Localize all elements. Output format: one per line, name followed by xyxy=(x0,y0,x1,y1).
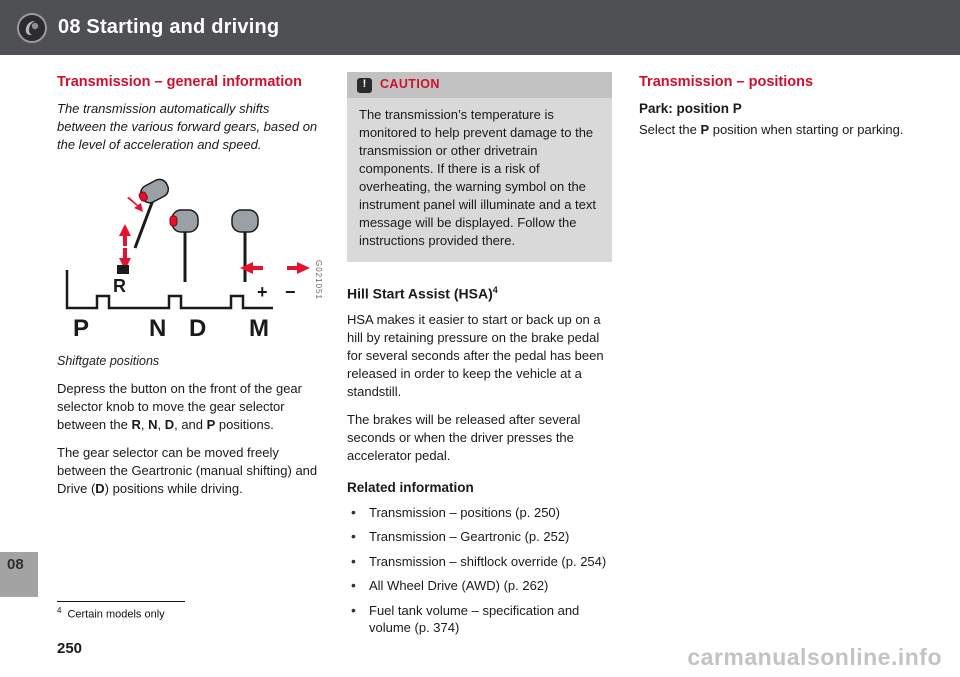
watermark: carmanualsonline.info xyxy=(687,644,942,670)
horizontal-arrows-icon xyxy=(240,262,310,274)
hsa-heading xyxy=(347,284,612,304)
gearshift-illustration xyxy=(57,170,312,342)
paragraph-geartronic: The gear selector can be moved freely between the Geartronic (manual shifting) and Drive (D) positions while driving. xyxy=(57,444,318,496)
gear-lever-top xyxy=(127,176,171,247)
gear-plus: + xyxy=(257,281,268,302)
figure-code: G021051 xyxy=(314,259,323,300)
section-heading-positions: Transmission – positions xyxy=(639,74,814,90)
caution-label: CAUTION xyxy=(380,77,440,92)
left-column xyxy=(57,72,323,644)
section-heading-general-info: Transmission – general information xyxy=(57,74,302,90)
list-item: • Transmission – positions (p. 250) xyxy=(347,504,612,522)
list-item: • Transmission – shiftlock override (p. 254) xyxy=(347,553,612,571)
footnote-text: Certain models only xyxy=(67,608,165,621)
gear-letter-m: M xyxy=(249,314,269,342)
gear-lever-center xyxy=(170,210,198,282)
gear-letter-p: P xyxy=(73,314,90,342)
gear-minus: − xyxy=(285,281,296,302)
vertical-arrow-icon xyxy=(119,224,131,270)
chapter-tab: 08 xyxy=(0,552,38,597)
caution-text: The transmission’s temperature is monitored to help prevent damage to the transmission or other drivetrain components. If there is a risk of overheating, the warning symbol on the instrument panel will illuminate and a text message will be displayed. Follow the instructions provided there. xyxy=(359,107,597,248)
gear-letter-d: D xyxy=(189,314,207,342)
list-item: • Transmission – Geartronic (p. 252) xyxy=(347,528,612,546)
page-number: 250 xyxy=(57,640,83,657)
caution-box xyxy=(347,72,612,262)
hsa-footnote-ref: 4 xyxy=(492,284,498,295)
related-information-heading: Related information xyxy=(347,479,474,495)
gate-notch xyxy=(117,265,129,274)
chapter-title: 08 Starting and driving xyxy=(58,16,280,38)
caution-header xyxy=(347,72,612,98)
park-position-subheading: Park: position P xyxy=(639,101,742,116)
park-position-text: Select the P position when starting or parking. xyxy=(639,121,904,137)
gear-letter-n: N xyxy=(149,314,167,342)
list-item: • All Wheel Drive (AWD) (p. 262) xyxy=(347,577,612,595)
footnote xyxy=(57,606,165,621)
hsa-paragraph-1: HSA makes it easier to start or back up on a hill by retaining pressure on the brake pedal for several seconds after the pedal has been released in order to keep the vehicle at a standstill. xyxy=(347,312,604,400)
related-information-list xyxy=(347,504,612,637)
gearshift-figure xyxy=(57,170,323,347)
intro-paragraph: The transmission automatically shifts between the various forward gears, based on the level of acceleration and speed. xyxy=(57,101,318,152)
volvo-logo-icon xyxy=(16,12,48,44)
hsa-heading-text: Hill Start Assist (HSA) xyxy=(347,285,493,302)
gear-letter-r: R xyxy=(113,275,126,296)
right-column xyxy=(639,72,904,644)
warning-icon: ! xyxy=(357,78,372,93)
page-content xyxy=(57,72,905,644)
header-bar xyxy=(0,0,960,55)
middle-column xyxy=(347,72,612,644)
footnote-marker: 4 xyxy=(57,606,62,615)
list-item: • Fuel tank volume – specification and volume (p. 374) xyxy=(347,602,612,637)
hsa-paragraph-2: The brakes will be released after several seconds or when the driver presses the accelerator pedal. xyxy=(347,412,581,464)
paragraph-shift-positions: Depress the button on the front of the gear selector knob to move the gear selector between the R, N, D, and P positions. xyxy=(57,381,302,432)
figure-caption: Shiftgate positions xyxy=(57,353,160,368)
footnote-rule xyxy=(57,601,185,602)
gear-lever-right xyxy=(232,210,258,282)
shiftgate-outline xyxy=(67,270,273,308)
